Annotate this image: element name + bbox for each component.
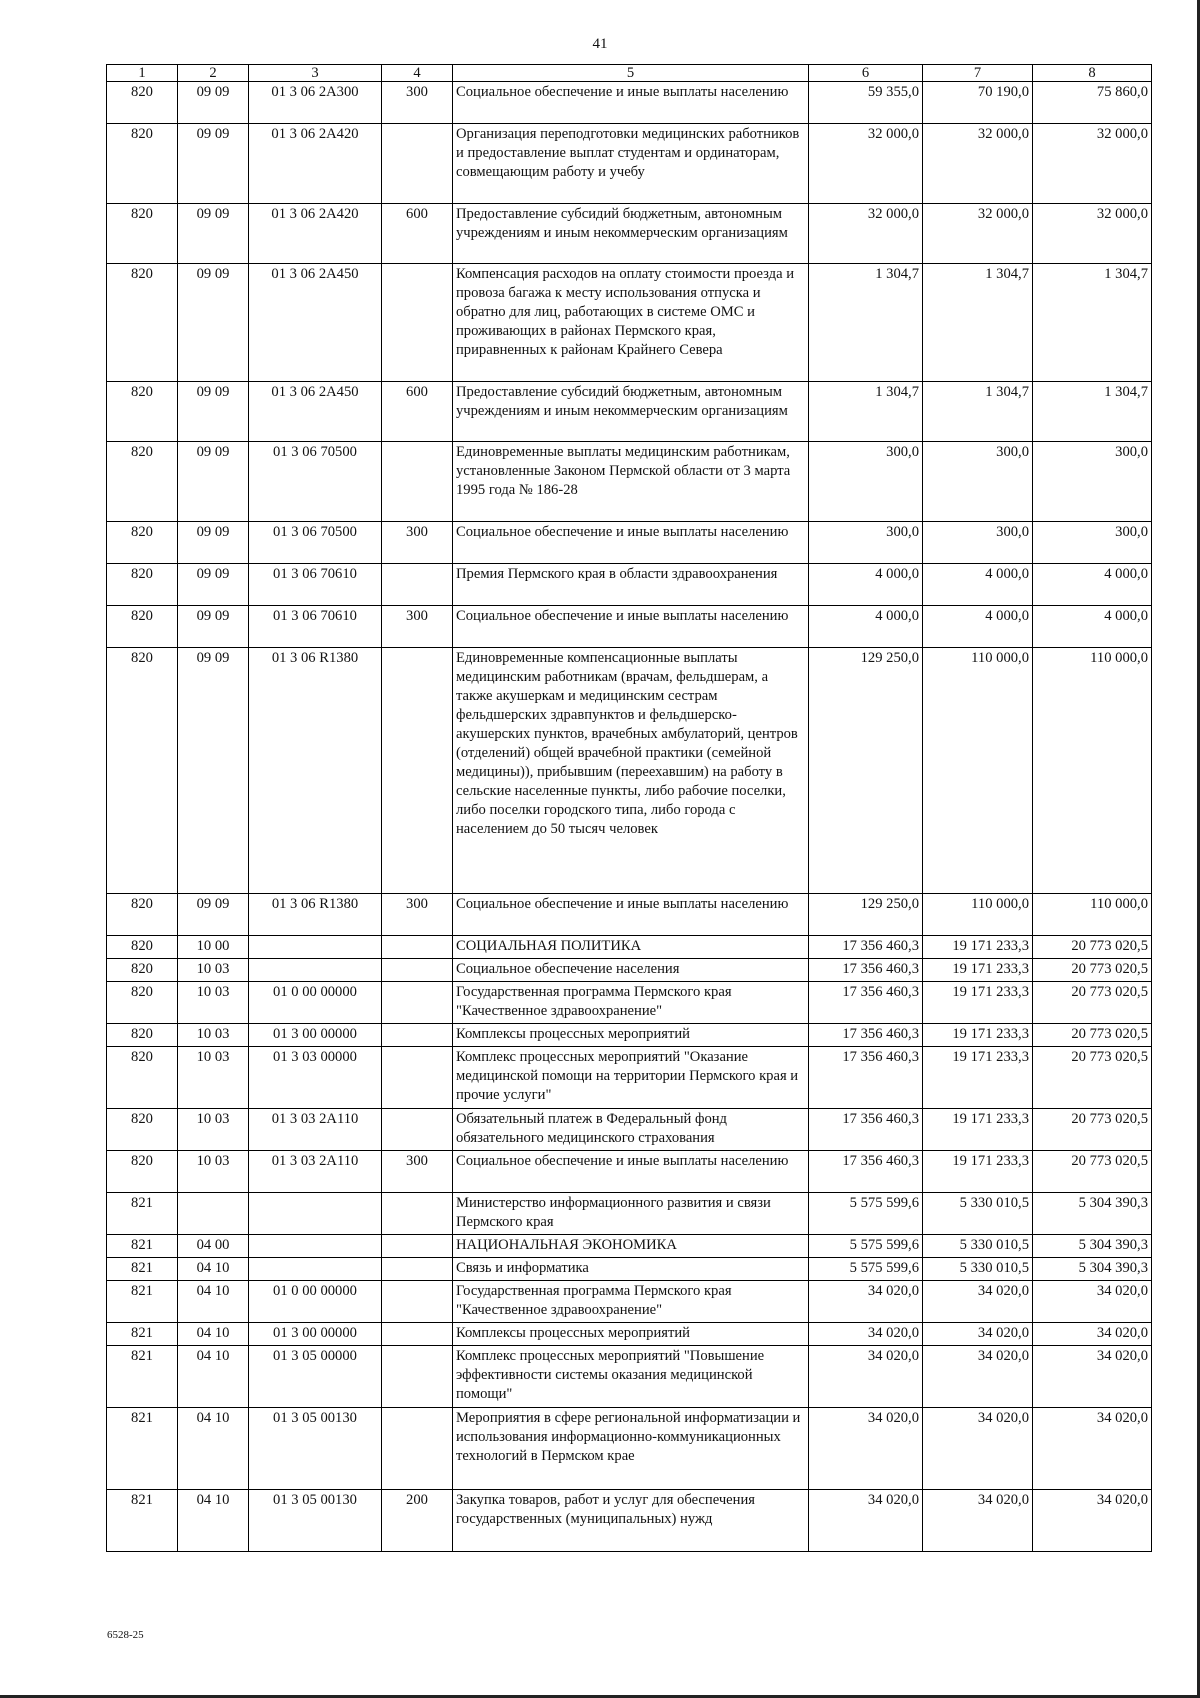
- section-code-cell: 10 03: [178, 1024, 249, 1047]
- amount-year1-cell: 17 356 460,3: [809, 1047, 923, 1109]
- table-body: [107, 82, 1152, 1552]
- expense-type-cell: 300: [382, 606, 453, 648]
- amount-year2-cell: 300,0: [923, 442, 1033, 522]
- amount-year1-cell: 34 020,0: [809, 1346, 923, 1408]
- section-code-cell: 10 03: [178, 1047, 249, 1109]
- amount-year2-cell: 34 020,0: [923, 1281, 1033, 1323]
- amount-year1-cell: 17 356 460,3: [809, 1024, 923, 1047]
- target-article-cell: [249, 1258, 382, 1281]
- amount-year1-cell: 17 356 460,3: [809, 959, 923, 982]
- description-cell: Социальное обеспечение и иные выплаты населению: [453, 1151, 809, 1193]
- target-article-cell: [249, 1193, 382, 1235]
- table-row: [107, 124, 1152, 204]
- amount-year1-cell: 17 356 460,3: [809, 1109, 923, 1151]
- column-header: 4: [382, 65, 453, 82]
- table-row: [107, 82, 1152, 124]
- amount-year1-cell: 1 304,7: [809, 382, 923, 442]
- amount-year3-cell: 20 773 020,5: [1033, 936, 1152, 959]
- amount-year3-cell: 5 304 390,3: [1033, 1235, 1152, 1258]
- description-cell: Комплекс процессных мероприятий "Оказание медицинской помощи на территории Пермского края и прочие услуги": [453, 1047, 809, 1109]
- target-article-cell: 01 3 03 2А110: [249, 1109, 382, 1151]
- amount-year3-cell: 34 020,0: [1033, 1490, 1152, 1552]
- expense-type-cell: [382, 1024, 453, 1047]
- ministry-code-cell: 820: [107, 264, 178, 382]
- expense-type-cell: 300: [382, 1151, 453, 1193]
- column-header: 2: [178, 65, 249, 82]
- amount-year1-cell: 34 020,0: [809, 1281, 923, 1323]
- table-row: [107, 564, 1152, 606]
- target-article-cell: 01 3 06 70610: [249, 606, 382, 648]
- target-article-cell: [249, 1235, 382, 1258]
- section-code-cell: 10 00: [178, 936, 249, 959]
- target-article-cell: 01 3 06 2А420: [249, 204, 382, 264]
- description-cell: Социальное обеспечение и иные выплаты населению: [453, 606, 809, 648]
- table-row: [107, 1323, 1152, 1346]
- expense-type-cell: [382, 264, 453, 382]
- column-number-row: [107, 65, 1152, 82]
- description-cell: Комплексы процессных мероприятий: [453, 1024, 809, 1047]
- amount-year2-cell: 32 000,0: [923, 204, 1033, 264]
- description-cell: Министерство информационного развития и связи Пермского края: [453, 1193, 809, 1235]
- description-cell: Единовременные компенсационные выплаты медицинским работникам (врачам, фельдшерам, а также акушеркам и медицинским сестрам фельдшерских здравпунктов и фельдшерско-акушерских пунктов, врачебных амбулаторий, центров (отделений) общей врачебной практики (семейной медицины)), прибывшим (переехавшим) на работу в сельские населенные пункты, либо рабочие поселки, либо поселки городского типа, либо города с населением до 50 тысяч человек: [453, 648, 809, 894]
- section-code-cell: 04 10: [178, 1490, 249, 1552]
- section-code-cell: 04 10: [178, 1281, 249, 1323]
- column-header: 1: [107, 65, 178, 82]
- amount-year2-cell: 300,0: [923, 522, 1033, 564]
- ministry-code-cell: 820: [107, 1047, 178, 1109]
- ministry-code-cell: 820: [107, 982, 178, 1024]
- amount-year1-cell: 4 000,0: [809, 564, 923, 606]
- description-cell: Социальное обеспечение населения: [453, 959, 809, 982]
- amount-year3-cell: 75 860,0: [1033, 82, 1152, 124]
- section-code-cell: 09 09: [178, 894, 249, 936]
- amount-year1-cell: 300,0: [809, 522, 923, 564]
- target-article-cell: 01 0 00 00000: [249, 982, 382, 1024]
- ministry-code-cell: 820: [107, 1151, 178, 1193]
- table-row: [107, 1235, 1152, 1258]
- table-row: [107, 1193, 1152, 1235]
- expense-type-cell: 600: [382, 382, 453, 442]
- target-article-cell: 01 3 06 70500: [249, 522, 382, 564]
- description-cell: Обязательный платеж в Федеральный фонд обязательного медицинского страхования: [453, 1109, 809, 1151]
- ministry-code-cell: 821: [107, 1346, 178, 1408]
- column-header: 5: [453, 65, 809, 82]
- description-cell: Социальное обеспечение и иные выплаты населению: [453, 82, 809, 124]
- target-article-cell: 01 3 06 2А300: [249, 82, 382, 124]
- section-code-cell: 09 09: [178, 82, 249, 124]
- amount-year2-cell: 5 330 010,5: [923, 1258, 1033, 1281]
- table-row: [107, 1408, 1152, 1490]
- amount-year1-cell: 5 575 599,6: [809, 1235, 923, 1258]
- target-article-cell: 01 3 00 00000: [249, 1024, 382, 1047]
- table-row: [107, 264, 1152, 382]
- table-row: [107, 522, 1152, 564]
- amount-year3-cell: 34 020,0: [1033, 1281, 1152, 1323]
- amount-year3-cell: 4 000,0: [1033, 564, 1152, 606]
- expense-type-cell: 300: [382, 894, 453, 936]
- description-cell: Государственная программа Пермского края "Качественное здравоохранение": [453, 1281, 809, 1323]
- section-code-cell: 09 09: [178, 124, 249, 204]
- expense-type-cell: 600: [382, 204, 453, 264]
- amount-year3-cell: 4 000,0: [1033, 606, 1152, 648]
- expense-type-cell: [382, 1235, 453, 1258]
- ministry-code-cell: 820: [107, 204, 178, 264]
- table-row: [107, 1281, 1152, 1323]
- ministry-code-cell: 821: [107, 1193, 178, 1235]
- section-code-cell: 04 10: [178, 1346, 249, 1408]
- description-cell: Закупка товаров, работ и услуг для обеспечения государственных (муниципальных) нужд: [453, 1490, 809, 1552]
- amount-year2-cell: 110 000,0: [923, 648, 1033, 894]
- amount-year3-cell: 20 773 020,5: [1033, 959, 1152, 982]
- amount-year3-cell: 1 304,7: [1033, 382, 1152, 442]
- amount-year1-cell: 1 304,7: [809, 264, 923, 382]
- amount-year3-cell: 34 020,0: [1033, 1323, 1152, 1346]
- description-cell: Комплексы процессных мероприятий: [453, 1323, 809, 1346]
- description-cell: Единовременные выплаты медицинским работникам, установленные Законом Пермской области от 3 марта 1995 года № 186-28: [453, 442, 809, 522]
- section-code-cell: 04 10: [178, 1258, 249, 1281]
- amount-year1-cell: 17 356 460,3: [809, 936, 923, 959]
- description-cell: Социальное обеспечение и иные выплаты населению: [453, 894, 809, 936]
- column-header: 7: [923, 65, 1033, 82]
- amount-year3-cell: 1 304,7: [1033, 264, 1152, 382]
- amount-year3-cell: 110 000,0: [1033, 894, 1152, 936]
- amount-year2-cell: 19 171 233,3: [923, 959, 1033, 982]
- amount-year2-cell: 19 171 233,3: [923, 1024, 1033, 1047]
- target-article-cell: 01 3 06 2А450: [249, 382, 382, 442]
- section-code-cell: 09 09: [178, 264, 249, 382]
- table-row: [107, 894, 1152, 936]
- description-cell: НАЦИОНАЛЬНАЯ ЭКОНОМИКА: [453, 1235, 809, 1258]
- expense-type-cell: [382, 1323, 453, 1346]
- ministry-code-cell: 820: [107, 936, 178, 959]
- ministry-code-cell: 820: [107, 606, 178, 648]
- target-article-cell: 01 3 06 R1380: [249, 894, 382, 936]
- target-article-cell: 01 0 00 00000: [249, 1281, 382, 1323]
- amount-year2-cell: 4 000,0: [923, 606, 1033, 648]
- amount-year1-cell: 59 355,0: [809, 82, 923, 124]
- description-cell: Предоставление субсидий бюджетным, автономным учреждениям и иным некоммерческим организациям: [453, 204, 809, 264]
- target-article-cell: 01 3 05 00000: [249, 1346, 382, 1408]
- amount-year2-cell: 19 171 233,3: [923, 1109, 1033, 1151]
- ministry-code-cell: 821: [107, 1235, 178, 1258]
- expense-type-cell: [382, 936, 453, 959]
- expense-type-cell: [382, 959, 453, 982]
- amount-year3-cell: 300,0: [1033, 522, 1152, 564]
- section-code-cell: 04 10: [178, 1323, 249, 1346]
- target-article-cell: [249, 936, 382, 959]
- amount-year1-cell: 129 250,0: [809, 894, 923, 936]
- amount-year3-cell: 110 000,0: [1033, 648, 1152, 894]
- description-cell: Государственная программа Пермского края "Качественное здравоохранение": [453, 982, 809, 1024]
- ministry-code-cell: 820: [107, 648, 178, 894]
- description-cell: Компенсация расходов на оплату стоимости проезда и провоза багажа к месту использования отпуска и обратно для лиц, работающих в системе ОМС и проживающих в районах Пермского края, приравненных к районам Крайнего Севера: [453, 264, 809, 382]
- target-article-cell: 01 3 06 70610: [249, 564, 382, 606]
- expense-type-cell: [382, 1281, 453, 1323]
- description-cell: СОЦИАЛЬНАЯ ПОЛИТИКА: [453, 936, 809, 959]
- table-row: [107, 1109, 1152, 1151]
- amount-year1-cell: 300,0: [809, 442, 923, 522]
- amount-year3-cell: 20 773 020,5: [1033, 1024, 1152, 1047]
- amount-year1-cell: 34 020,0: [809, 1408, 923, 1490]
- amount-year2-cell: 34 020,0: [923, 1323, 1033, 1346]
- expense-type-cell: [382, 982, 453, 1024]
- amount-year2-cell: 19 171 233,3: [923, 982, 1033, 1024]
- table-row: [107, 959, 1152, 982]
- table-row: [107, 382, 1152, 442]
- section-code-cell: 10 03: [178, 1109, 249, 1151]
- expense-type-cell: [382, 564, 453, 606]
- expense-type-cell: 300: [382, 522, 453, 564]
- amount-year1-cell: 5 575 599,6: [809, 1258, 923, 1281]
- target-article-cell: 01 3 06 70500: [249, 442, 382, 522]
- amount-year3-cell: 20 773 020,5: [1033, 1151, 1152, 1193]
- column-header: 6: [809, 65, 923, 82]
- section-code-cell: 09 09: [178, 442, 249, 522]
- ministry-code-cell: 821: [107, 1281, 178, 1323]
- ministry-code-cell: 820: [107, 1024, 178, 1047]
- table-row: [107, 442, 1152, 522]
- amount-year2-cell: 19 171 233,3: [923, 1151, 1033, 1193]
- section-code-cell: 09 09: [178, 204, 249, 264]
- amount-year3-cell: 20 773 020,5: [1033, 982, 1152, 1024]
- expense-type-cell: [382, 1346, 453, 1408]
- budget-table: [106, 64, 1152, 1552]
- amount-year1-cell: 32 000,0: [809, 124, 923, 204]
- section-code-cell: 10 03: [178, 959, 249, 982]
- section-code-cell: 09 09: [178, 382, 249, 442]
- ministry-code-cell: 820: [107, 564, 178, 606]
- table-row: [107, 1258, 1152, 1281]
- target-article-cell: 01 3 05 00130: [249, 1490, 382, 1552]
- table-row: [107, 606, 1152, 648]
- amount-year3-cell: 20 773 020,5: [1033, 1047, 1152, 1109]
- ministry-code-cell: 821: [107, 1258, 178, 1281]
- amount-year3-cell: 34 020,0: [1033, 1408, 1152, 1490]
- section-code-cell: 04 00: [178, 1235, 249, 1258]
- table-row: [107, 1346, 1152, 1408]
- amount-year3-cell: 5 304 390,3: [1033, 1193, 1152, 1235]
- footer-code: 6528-25: [107, 1629, 144, 1641]
- amount-year2-cell: 4 000,0: [923, 564, 1033, 606]
- expense-type-cell: [382, 648, 453, 894]
- ministry-code-cell: 820: [107, 894, 178, 936]
- column-header: 8: [1033, 65, 1152, 82]
- ministry-code-cell: 820: [107, 382, 178, 442]
- amount-year2-cell: 19 171 233,3: [923, 936, 1033, 959]
- amount-year3-cell: 20 773 020,5: [1033, 1109, 1152, 1151]
- amount-year2-cell: 5 330 010,5: [923, 1193, 1033, 1235]
- description-cell: Предоставление субсидий бюджетным, автономным учреждениям и иным некоммерческим организациям: [453, 382, 809, 442]
- section-code-cell: 09 09: [178, 564, 249, 606]
- amount-year1-cell: 17 356 460,3: [809, 982, 923, 1024]
- description-cell: Социальное обеспечение и иные выплаты населению: [453, 522, 809, 564]
- amount-year3-cell: 32 000,0: [1033, 204, 1152, 264]
- description-cell: Комплекс процессных мероприятий "Повышение эффективности системы оказания медицинской помощи": [453, 1346, 809, 1408]
- target-article-cell: 01 3 06 2А450: [249, 264, 382, 382]
- amount-year1-cell: 4 000,0: [809, 606, 923, 648]
- amount-year1-cell: 129 250,0: [809, 648, 923, 894]
- section-code-cell: [178, 1193, 249, 1235]
- table-row: [107, 648, 1152, 894]
- amount-year1-cell: 32 000,0: [809, 204, 923, 264]
- expense-type-cell: 200: [382, 1490, 453, 1552]
- expense-type-cell: [382, 1193, 453, 1235]
- section-code-cell: 09 09: [178, 648, 249, 894]
- ministry-code-cell: 820: [107, 1109, 178, 1151]
- section-code-cell: 04 10: [178, 1408, 249, 1490]
- expense-type-cell: [382, 442, 453, 522]
- table-row: [107, 1490, 1152, 1552]
- target-article-cell: 01 3 05 00130: [249, 1408, 382, 1490]
- target-article-cell: 01 3 06 2А420: [249, 124, 382, 204]
- ministry-code-cell: 821: [107, 1408, 178, 1490]
- target-article-cell: 01 3 00 00000: [249, 1323, 382, 1346]
- column-header: 3: [249, 65, 382, 82]
- amount-year2-cell: 1 304,7: [923, 382, 1033, 442]
- target-article-cell: 01 3 06 R1380: [249, 648, 382, 894]
- expense-type-cell: [382, 124, 453, 204]
- amount-year2-cell: 110 000,0: [923, 894, 1033, 936]
- ministry-code-cell: 820: [107, 959, 178, 982]
- description-cell: Мероприятия в сфере региональной информатизации и использования информационно-коммуникационных технологий в Пермском крае: [453, 1408, 809, 1490]
- amount-year2-cell: 5 330 010,5: [923, 1235, 1033, 1258]
- amount-year2-cell: 34 020,0: [923, 1346, 1033, 1408]
- table-row: [107, 936, 1152, 959]
- table-row: [107, 982, 1152, 1024]
- amount-year2-cell: 32 000,0: [923, 124, 1033, 204]
- target-article-cell: 01 3 03 2А110: [249, 1151, 382, 1193]
- amount-year1-cell: 34 020,0: [809, 1323, 923, 1346]
- amount-year2-cell: 1 304,7: [923, 264, 1033, 382]
- expense-type-cell: [382, 1408, 453, 1490]
- section-code-cell: 09 09: [178, 522, 249, 564]
- description-cell: Связь и информатика: [453, 1258, 809, 1281]
- section-code-cell: 10 03: [178, 1151, 249, 1193]
- ministry-code-cell: 821: [107, 1490, 178, 1552]
- section-code-cell: 10 03: [178, 982, 249, 1024]
- target-article-cell: 01 3 03 00000: [249, 1047, 382, 1109]
- table-row: [107, 204, 1152, 264]
- amount-year2-cell: 34 020,0: [923, 1408, 1033, 1490]
- ministry-code-cell: 820: [107, 82, 178, 124]
- amount-year1-cell: 5 575 599,6: [809, 1193, 923, 1235]
- amount-year3-cell: 34 020,0: [1033, 1346, 1152, 1408]
- expense-type-cell: [382, 1047, 453, 1109]
- ministry-code-cell: 820: [107, 522, 178, 564]
- amount-year3-cell: 5 304 390,3: [1033, 1258, 1152, 1281]
- amount-year3-cell: 300,0: [1033, 442, 1152, 522]
- description-cell: Премия Пермского края в области здравоохранения: [453, 564, 809, 606]
- table-row: [107, 1047, 1152, 1109]
- ministry-code-cell: 820: [107, 124, 178, 204]
- amount-year1-cell: 17 356 460,3: [809, 1151, 923, 1193]
- table-row: [107, 1024, 1152, 1047]
- expense-type-cell: [382, 1258, 453, 1281]
- target-article-cell: [249, 959, 382, 982]
- amount-year3-cell: 32 000,0: [1033, 124, 1152, 204]
- table-row: [107, 1151, 1152, 1193]
- expense-type-cell: 300: [382, 82, 453, 124]
- section-code-cell: 09 09: [178, 606, 249, 648]
- ministry-code-cell: 821: [107, 1323, 178, 1346]
- description-cell: Организация переподготовки медицинских работников и предоставление выплат студентам и ординаторам, совмещающим работу и учебу: [453, 124, 809, 204]
- ministry-code-cell: 820: [107, 442, 178, 522]
- expense-type-cell: [382, 1109, 453, 1151]
- amount-year1-cell: 34 020,0: [809, 1490, 923, 1552]
- page-number: 41: [592, 36, 608, 52]
- amount-year2-cell: 19 171 233,3: [923, 1047, 1033, 1109]
- amount-year2-cell: 70 190,0: [923, 82, 1033, 124]
- amount-year2-cell: 34 020,0: [923, 1490, 1033, 1552]
